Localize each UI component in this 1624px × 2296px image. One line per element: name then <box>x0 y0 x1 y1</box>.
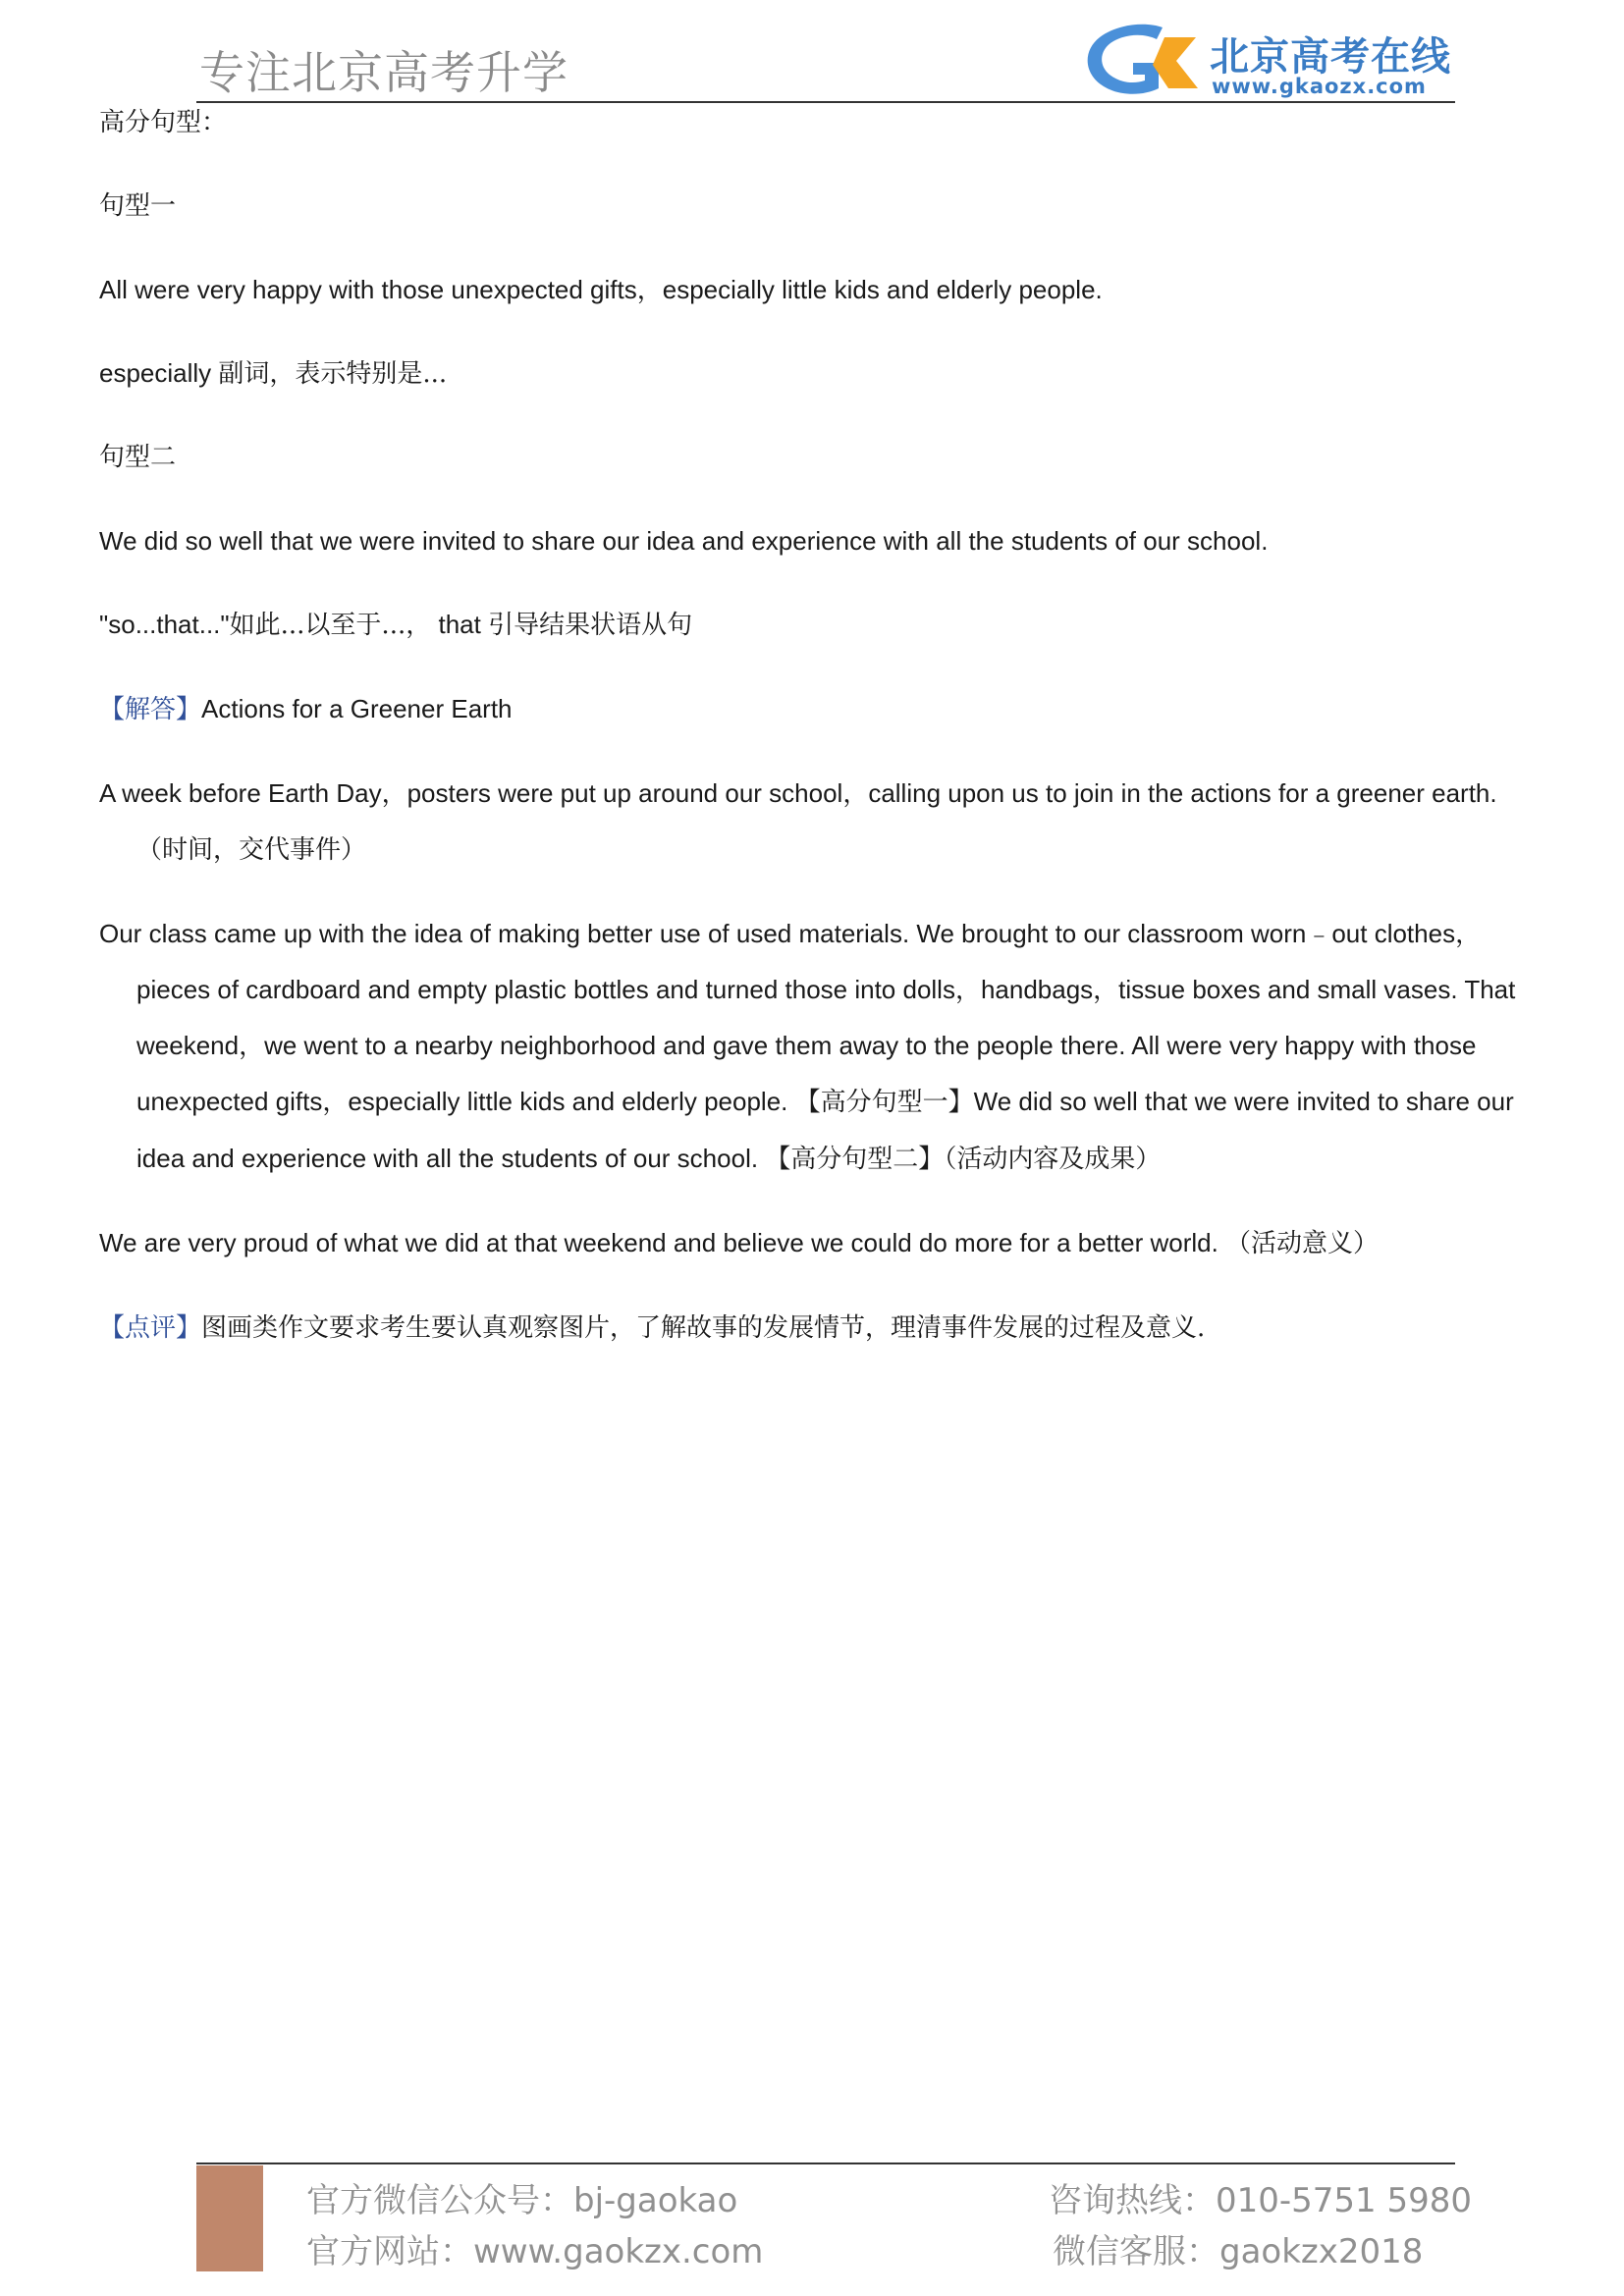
paragraph-annotation: （活动意义） <box>1225 1229 1380 1258</box>
pattern-two-note <box>99 597 1543 654</box>
pattern-tag-two: 【高分句型二】 <box>765 1145 945 1174</box>
essay-paragraph-1 <box>99 766 1543 879</box>
note-explanation: 如此...以至于...， <box>229 611 432 640</box>
site-logo[interactable] <box>1078 20 1461 100</box>
document-body <box>99 95 1543 1384</box>
footer-divider <box>196 2163 1455 2164</box>
header-slogan: 专注北京高考升学 <box>199 46 568 99</box>
note-keyword: "so...that..." <box>99 610 230 639</box>
pattern-two-sentence: We did so well that we were invited to share our idea and experience with all the students of our school. <box>99 526 1269 556</box>
answer-heading <box>99 681 1543 738</box>
pattern-one-sentence: All were very happy with those unexpected gifts，especially little kids and elderly people. <box>99 275 1103 304</box>
essay-paragraph-2 <box>99 906 1543 1188</box>
gk-logo-icon <box>1078 20 1204 100</box>
section-heading: 高分句型： <box>99 108 228 137</box>
comment-tag: 【点评】 <box>99 1313 202 1343</box>
answer-title: Actions for a Greener Earth <box>201 694 513 723</box>
note-explanation: 副词，表示特别是... <box>218 359 448 389</box>
paragraph-text: A week before Earth Day，posters were put up around our school，calling upon us to join in the actions for a greener earth. <box>99 778 1497 808</box>
footer-wechat: 官方微信公众号：bj-gaokao <box>306 2181 738 2220</box>
note-keyword: especially <box>99 358 212 388</box>
footer-hotline: 咨询热线：010-5751 5980 <box>1049 2181 1473 2220</box>
pattern-two-label: 句型二 <box>99 443 177 472</box>
paragraph-annotation: （时间，交代事件） <box>136 835 367 865</box>
note-keyword-that: that <box>438 610 481 639</box>
pattern-one-note <box>99 346 1543 402</box>
pattern-one-label: 句型一 <box>99 191 177 221</box>
logo-title: 北京高考在线 <box>1210 34 1451 80</box>
footer-wechat-service: 微信客服：gaokzx2018 <box>1053 2232 1424 2271</box>
footer-color-block <box>196 2165 263 2271</box>
answer-tag: 【解答】 <box>99 695 202 724</box>
logo-url: www.gkaozx.com <box>1212 75 1427 98</box>
paragraph-text: We are very proud of what we did at that weekend and believe we could do more for a better world. <box>99 1228 1226 1257</box>
comment-text: 图画类作文要求考生要认真观察图片，了解故事的发展情节，理清事件发展的过程及意义. <box>201 1313 1206 1343</box>
paragraph-text: Our class came up with the idea of making better use of used materials. We brought to our classroom worn﹣out clothes，pieces of cardboard and empty plastic bottles and turned those into dolls，handbags，tissue boxes and small vases. That weekend，we went to a nearby neighborhood and gave them away to the people there. All were very happy with those unexpected gifts，especially little kids and elderly people. <box>99 919 1516 1116</box>
comment-paragraph <box>99 1300 1543 1357</box>
note-explanation-clause: 引导结果状语从句 <box>488 611 693 640</box>
pattern-tag-one: 【高分句型一】 <box>794 1088 974 1117</box>
paragraph-annotation: （活动内容及成果） <box>944 1145 1162 1174</box>
essay-paragraph-3 <box>99 1215 1543 1272</box>
footer-website[interactable]: 官方网站：www.gaokzx.com <box>306 2232 764 2271</box>
paragraph-text-continued: We did so well that we were invited to share our idea and experience with all the students of our school. <box>136 1087 1514 1173</box>
